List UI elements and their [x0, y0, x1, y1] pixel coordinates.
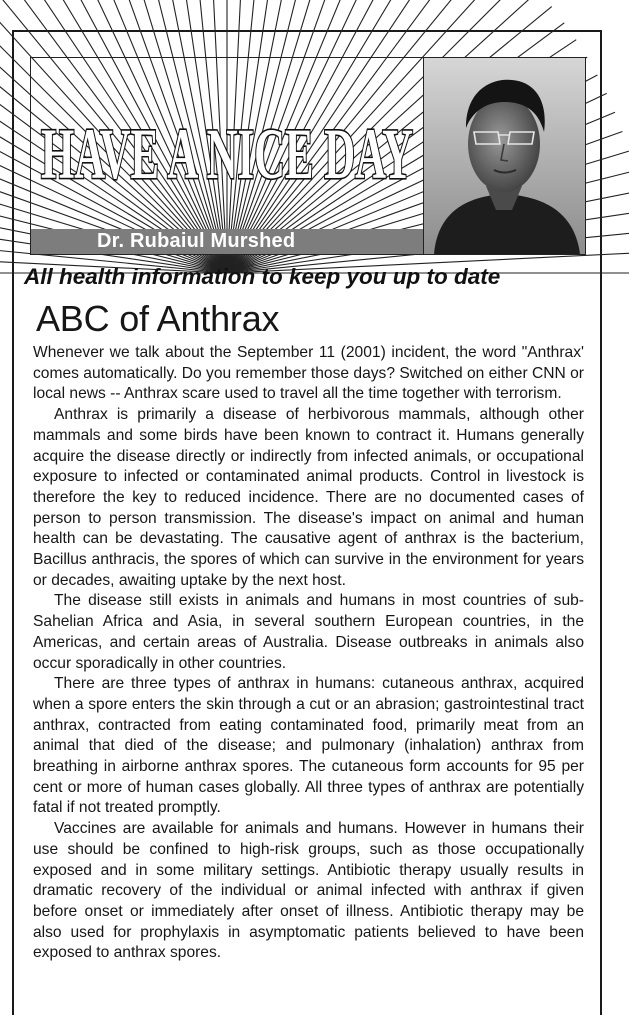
article-paragraph: Anthrax is primarily a disease of herbivorous mammals, although other mammals and some birds have been known to contract it. Humans generally acquire the disease directly or indirectly from infected animals, or occupational exposure to infected or contaminated animal products. Control in livestock is therefore the key to reduced incidence. There are no documented cases of person to person transmission. The disease's impact on animal and human health can be devastating. The causative agent of anthrax is the bacterium, Bacillus anthracis, the spores of which can survive in the environment for years or decades, awaiting uptake by the next host. — [33, 406, 584, 589]
column-title: HAVE A NICE DAY — [41, 114, 413, 194]
author-portrait-image — [424, 58, 585, 254]
byline-bar — [31, 229, 423, 254]
author-byline: Dr. Rubaiul Murshed — [97, 230, 296, 252]
article-title: ABC of Anthrax — [36, 298, 280, 339]
article-body — [33, 343, 584, 964]
author-photo — [423, 58, 585, 254]
article-paragraph: Whenever we talk about the September 11 (2001) incident, the word "Anthrax' comes automatically. Do you remember those days? Switched on either CNN or local news -- Anthrax scare used to travel all the time together with terrorism. — [33, 344, 584, 403]
banner-sunburst — [31, 58, 423, 254]
column-tagline: All health information to keep you up to date — [24, 264, 501, 289]
article-paragraph: The disease still exists in animals and humans in most countries of sub-Sahelian Africa and Asia, in several southern European countries, in the Americas, and certain areas of Australia. Disease outbreaks in animals also occur sporadically in other countries. — [33, 592, 584, 672]
banner-artwork — [31, 58, 423, 254]
column-banner — [30, 57, 586, 255]
article-paragraph: Vaccines are available for animals and humans. However in humans their use should be confined to high-risk groups, such as those occupationally exposed and in some military settings. Antibiotic therapy usually results in dramatic recovery of the individual or animal infected with anthrax if given before onset or immediately after onset of illness. Antibiotic therapy may be also used for prophylaxis in asymptomatic patients believed to have been exposed to anthrax spores. — [33, 820, 584, 962]
article-paragraph: There are three types of anthrax in humans: cutaneous anthrax, acquired when a spore enters the skin through a cut or an abrasion; gastrointestinal tract anthrax, contracted from eating contaminated food, primarily meat from an animal that died of the disease; and pulmonary (inhalation) anthrax from breathing in airborne anthrax spores. The cutaneous form accounts for 95 per cent or more of human cases globally. All three types of anthrax are potentially fatal if not treated promptly. — [33, 675, 584, 817]
